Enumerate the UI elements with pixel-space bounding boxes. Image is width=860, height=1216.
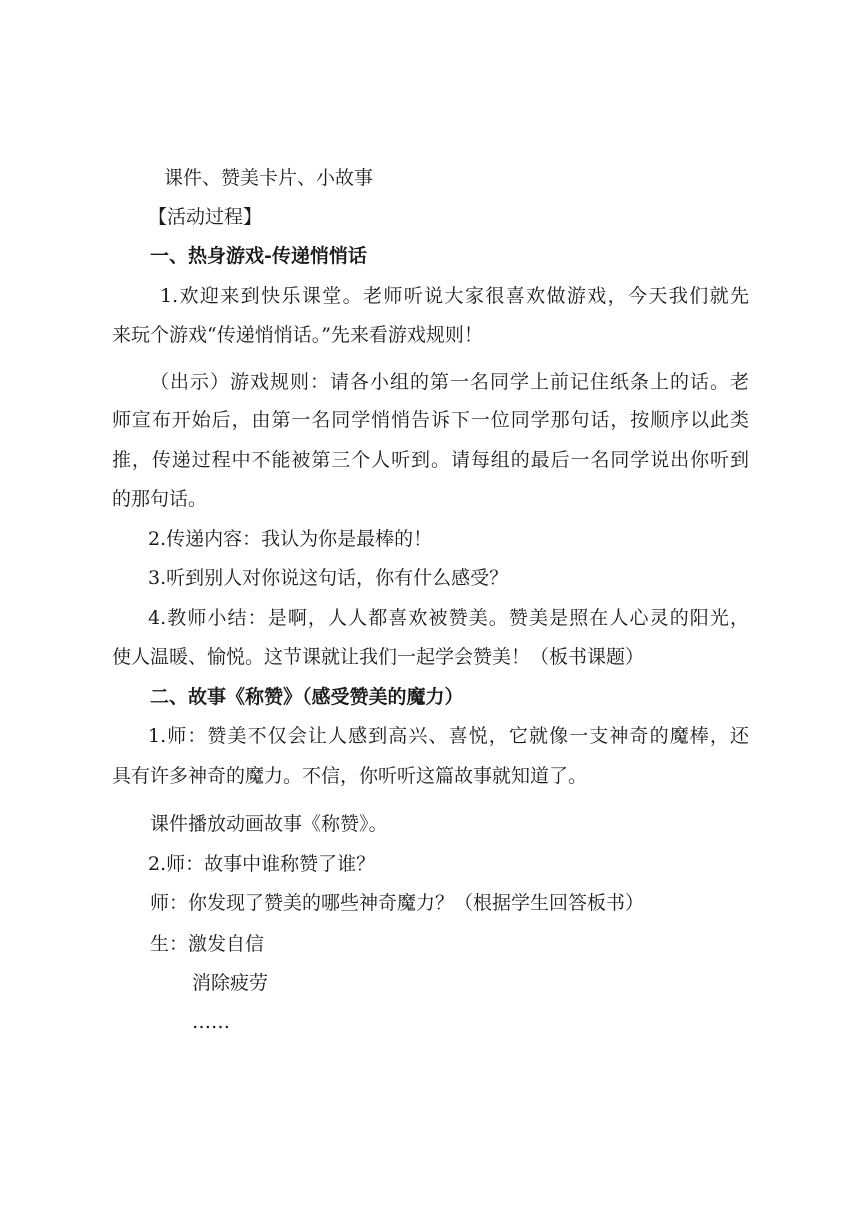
paragraph-rules-line2: 师宣布开始后，由第一名同学悄悄告诉下一位同学那句话，按顺序以此类	[112, 409, 749, 431]
paragraph-summary-line1: 4.教师小结：是啊，人人都喜欢被赞美。赞美是照在人心灵的阳光，	[148, 607, 749, 629]
paragraph-relieve-fatigue: 消除疲劳	[192, 972, 269, 994]
heading-story: 二、故事《称赞》（感受赞美的魔力）	[150, 686, 464, 708]
paragraph-student-answer: 生：激发自信	[150, 933, 265, 955]
paragraph-rules-line3: 推，传递过程中不能被第三个人听到。请每组的最后一名同学说出你听到	[112, 449, 749, 471]
paragraph-play-story: 课件播放动画故事《称赞》。	[150, 813, 388, 835]
materials-line: 课件、赞美卡片、小故事	[164, 167, 374, 189]
paragraph-summary-line2: 使人温暖、愉悦。这节课就让我们一起学会赞美！（板书课题）	[112, 646, 645, 668]
paragraph-feeling-question: 3.听到别人对你说这句话，你有什么感受？	[148, 567, 509, 589]
paragraph-ellipsis: ……	[192, 1011, 230, 1033]
paragraph-rules-line1: （出示）游戏规则：请各小组的第一名同学上前记住纸条上的话。老	[150, 371, 749, 393]
paragraph-content: 2.传递内容：我认为你是最棒的！	[148, 528, 433, 550]
paragraph-magic-question: 师：你发现了赞美的哪些神奇魔力？（根据学生回答板书）	[150, 892, 645, 914]
paragraph-who-praised: 2.师：故事中谁称赞了谁？	[148, 853, 376, 875]
heading-warmup-game: 一、热身游戏-传递悄悄话	[150, 245, 367, 267]
paragraph-teacher-line1: 1.师：赞美不仅会让人感到高兴、喜悦，它就像一支神奇的魔棒，还	[148, 725, 749, 747]
paragraph-welcome-line2: 来玩个游戏“传递悄悄话。”先来看游戏规则！	[112, 324, 483, 346]
paragraph-rules-line4: 的那句话。	[112, 488, 208, 510]
section-activity-heading: 【活动过程】	[148, 206, 263, 228]
paragraph-welcome-line1: 1.欢迎来到快乐课堂。老师听说大家很喜欢做游戏，今天我们就先	[160, 285, 749, 307]
paragraph-teacher-line2: 具有许多神奇的魔力。不信，你听听这篇故事就知道了。	[112, 765, 588, 787]
